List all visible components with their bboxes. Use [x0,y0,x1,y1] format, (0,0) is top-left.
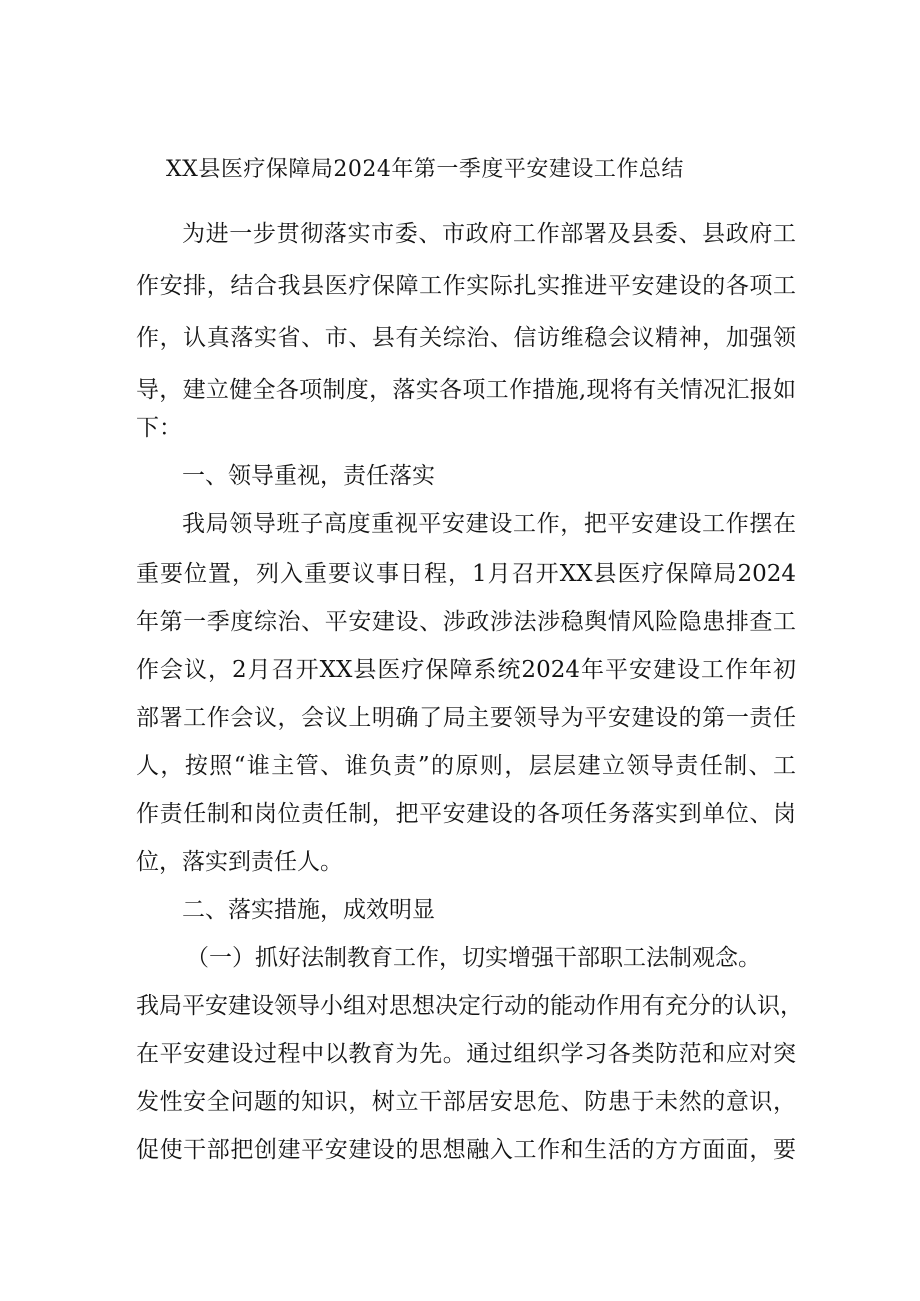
subsection1-heading: （一）抓好法制教育工作，切实增强干部职工法制观念。 [186,945,761,971]
section1-line-7: 作责任制和岗位责任制，把平安建设的各项任务落实到单位、岗 [136,801,796,827]
subsection1-line-1: 我局平安建设领导小组对思想决定行动的能动作用有充分的认识， [136,993,803,1019]
section1-line-4: 作会议，2月召开XX县医疗保障系统2024年平安建设工作年初 [136,657,796,683]
section2-heading: 二、落实措施，成效明显 [182,897,435,923]
intro-line-3: 作，认真落实省、市、县有关综治、信访维稳会议精神，加强领 [136,325,796,351]
section1-line-1: 我局领导班子高度重视平安建设工作，把平安建设工作摆在 [182,511,796,537]
subsection1-line-3: 发性安全问题的知识，树立干部居安思危、防患于未然的意识， [136,1089,796,1115]
intro-line-1: 为进一步贯彻落实市委、市政府工作部署及县委、县政府工 [182,221,796,247]
intro-line-5: 下： [136,415,182,441]
section1-line-2: 重要位置，列入重要议事日程，1月召开XX县医疗保障局2024 [136,561,796,587]
subsection1-line-2: 在平安建设过程中以教育为先。通过组织学习各类防范和应对突 [136,1041,796,1067]
intro-line-2: 作安排，结合我县医疗保障工作实际扎实推进平安建设的各项工 [136,273,796,299]
document-title: XX县医疗保障局2024年第一季度平安建设工作总结 [166,157,684,182]
subsection1-line-4: 促使干部把创建平安建设的思想融入工作和生活的方方面面，要 [136,1137,796,1163]
intro-line-4: 导，建立健全各项制度，落实各项工作措施,现将有关情况汇报如 [136,377,796,403]
section1-line-3: 年第一季度综治、平安建设、涉政涉法涉稳舆情风险隐患排查工 [136,609,796,635]
section1-line-8: 位，落实到责任人。 [136,849,343,875]
section1-line-6: 人，按照“谁主管、谁负责”的原则，层层建立领导责任制、工 [136,753,796,779]
section1-line-5: 部署工作会议，会议上明确了局主要领导为平安建设的第一责任 [136,705,796,731]
section1-heading: 一、领导重视，责任落实 [182,463,435,489]
